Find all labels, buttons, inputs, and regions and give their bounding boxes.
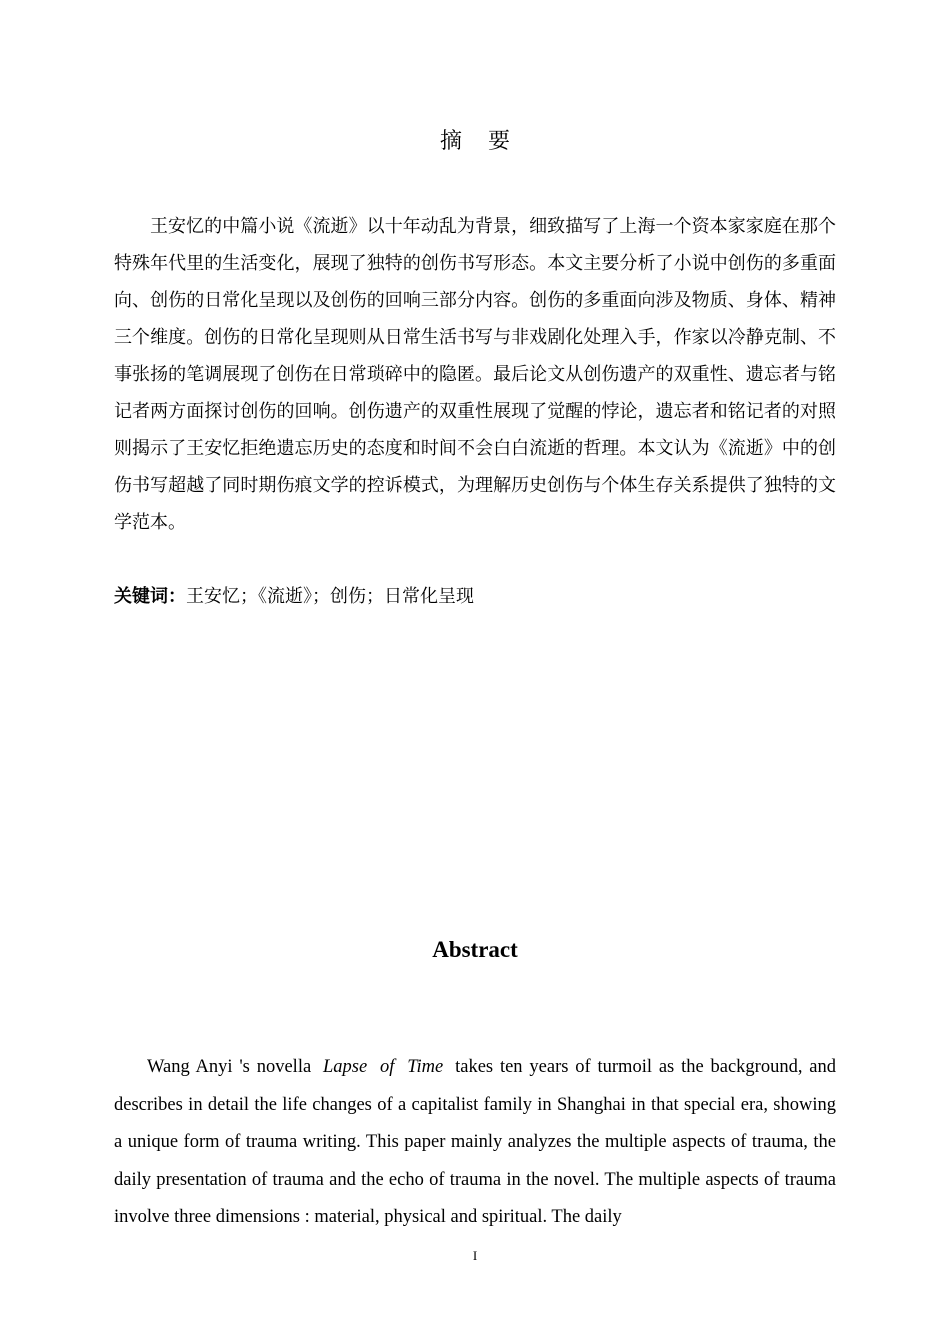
page-number: I bbox=[472, 1248, 478, 1263]
chinese-abstract-title bbox=[0, 124, 950, 155]
chinese-keywords bbox=[114, 581, 836, 613]
chinese-abstract-body: 王安忆的中篇小说《流逝》以十年动乱为背景，细致描写了上海一个资本家家庭在那个特殊年代里的生活变化，展现了独特的创伤书写形态。本文主要分析了小说中创伤的多重面向、创伤的日常化呈现以及创伤的回响三部分内容。创伤的多重面向涉及物质、身体、精神三个维度。创伤的日常化呈现则从日常生活书写与非戏剧化处理入手，作家以冷静克制、不事张扬的笔调展现了创伤在日常琐碎中的隐匿。最后论文从创伤遗产的双重性、遗忘者与铭记者两方面探讨创伤的回响。创伤遗产的双重性展现了觉醒的悖论，遗忘者和铭记者的对照则揭示了王安忆拒绝遗忘历史的态度和时间不会白白流逝的哲理。本文认为《流逝》中的创伤书写超越了同时期伤痕文学的控诉模式，为理解历史创伤与个体生存关系提供了独特的文学范本。 bbox=[114, 216, 836, 533]
english-abstract-body bbox=[114, 1049, 836, 1237]
english-abstract-title: Abstract bbox=[432, 937, 518, 962]
keywords-label: 关键词： bbox=[114, 586, 186, 607]
chinese-title-part2: 要 bbox=[488, 129, 511, 154]
keywords-text: 王安忆；《流逝》；创伤；日常化呈现 bbox=[186, 586, 474, 607]
chinese-title-part1: 摘 bbox=[439, 129, 462, 154]
novella-title: Lapse of Time bbox=[323, 1057, 444, 1077]
english-body-start: Wang Anyi 's novella bbox=[147, 1057, 312, 1077]
english-body-rest: takes ten years of turmoil as the background, and describes in detail the life changes of a capitalist family in Shanghai in that special era, showing a unique form of trauma writing. This paper mainly analyzes the multiple aspects of trauma, the daily presentation of trauma and the echo of trauma in the novel. The multiple aspects of trauma involve three dimensions : material, physical and spiritual. The daily bbox=[114, 1057, 837, 1227]
